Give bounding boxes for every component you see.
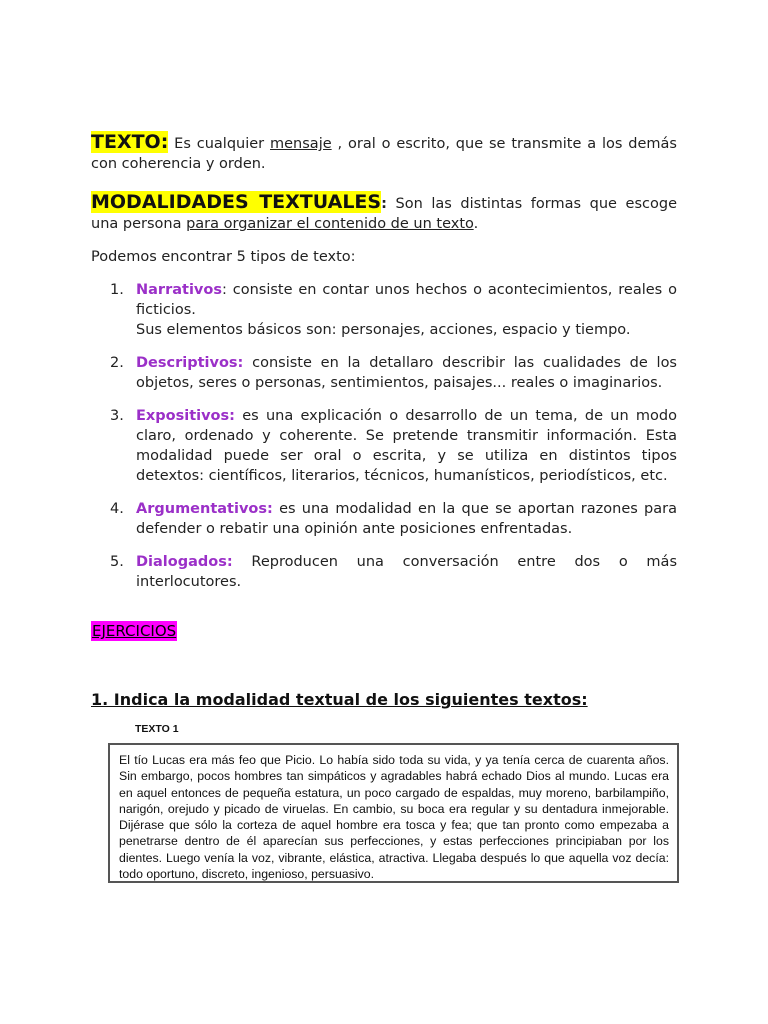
type-extra: Sus elementos básicos son: personajes, acciones, espacio y tiempo. xyxy=(136,322,631,338)
intro-line: Podemos encontrar 5 tipos de texto: xyxy=(91,249,356,265)
type-description: es una explicación o desarrollo de un tema, de un modo claro, ordenado y coherente. Se pretende transmitir información. Esta modalidad puede ser oral o escrita, y se utiliza en distintos tipos detextos: científicos, literarios, técnicos, humanísticos, periodísticos, etc. xyxy=(136,408,677,484)
modalidades-text-before: Son las distintas formas que escoge una persona xyxy=(91,196,677,232)
list-item xyxy=(110,280,677,340)
ejercicios-label: EJERCICIOS xyxy=(92,622,177,640)
list-item xyxy=(110,552,677,590)
type-name: Argumentativos: xyxy=(136,501,273,517)
definition-text-after: , oral o escrito, que se transmite a los demás con coherencia y orden. xyxy=(91,136,677,172)
exercise-heading: 1. Indica la modalidad textual de los siguientes textos: xyxy=(91,690,588,709)
term-modalidades: MODALIDADES TEXTUALES xyxy=(91,191,382,213)
modalidades-text-after: . xyxy=(473,216,479,232)
term-texto: TEXTO: xyxy=(91,131,169,153)
definition-text-before: Es cualquier xyxy=(168,136,271,152)
texto-1-body: El tío Lucas era más feo que Picio. Lo había sido toda su vida, y ya tenía cerca de cuarenta años. Sin embargo, pocos hombres tan simpáticos y agradables habrá echado Dios al mundo. Lucas era en aquel entonces de pequeña estatura, un poco cargado de espaldas, muy moreno, barbilampiño, narigón, orejudo y picado de viruelas. En cambio, su boca era regular y su dentadura inmejorable. Dijérase que sólo la corteza de aquel hombre era tosca y fea; que tan pronto como empezaba a penetrarse dentro de él aparecían sus perfecciones, y estas perfecciones principiaban por los dientes. Luego venía la voz, vibrante, elástica, atractiva. Llegaba después lo que aquella voz decía: todo oportuno, discreto, ingenioso, persuasivo. xyxy=(119,753,669,882)
type-description: : consiste en contar unos hechos o acontecimientos, reales o ficticios. xyxy=(136,282,677,318)
type-description: Reproducen una conversación entre dos o más interlocutores. xyxy=(136,554,677,590)
type-name: Expositivos: xyxy=(136,408,235,424)
type-description: consiste en la detallaro describir las cualidades de los objetos, seres o personas, sentimientos, paisajes... reales o imaginarios. xyxy=(136,355,677,391)
texto-1-box xyxy=(108,743,679,883)
modalidades-colon: : xyxy=(381,196,387,212)
list-number: 4. xyxy=(110,501,124,517)
list-item xyxy=(110,499,677,539)
definition-paragraph xyxy=(91,132,677,174)
texto-1-label: TEXTO 1 xyxy=(135,723,179,735)
type-name: Descriptivos: xyxy=(136,355,244,371)
modalidades-paragraph xyxy=(91,192,677,234)
type-name: Narrativos xyxy=(136,282,222,298)
list-number: 1. xyxy=(110,282,124,298)
list-number: 3. xyxy=(110,408,124,424)
list-number: 2. xyxy=(110,355,124,371)
list-item xyxy=(110,406,677,486)
list-number: 5. xyxy=(110,554,124,570)
mensaje-link-word: mensaje xyxy=(270,136,332,152)
modalidades-underlined: para organizar el contenido de un texto xyxy=(186,216,474,232)
type-description: es una modalidad en la que se aportan razones para defender o rebatir una opinión ante posiciones enfrentadas. xyxy=(136,501,677,537)
list-item xyxy=(110,353,677,393)
type-name: Dialogados: xyxy=(136,554,233,570)
